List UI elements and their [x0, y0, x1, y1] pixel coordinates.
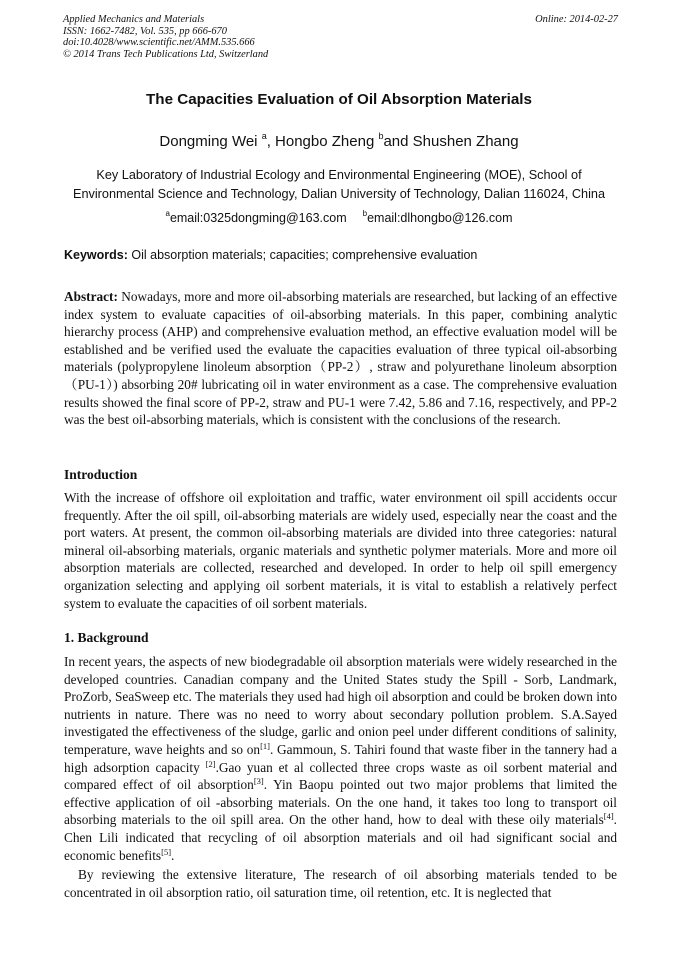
copyright-line: © 2014 Trans Tech Publications Ltd, Switzerland — [63, 48, 269, 60]
citation-4[interactable]: [4] — [603, 811, 614, 822]
background-text — [64, 653, 617, 864]
journal-header — [63, 14, 618, 60]
abstract-label: Abstract: — [64, 289, 118, 304]
citation-2[interactable]: [2] — [205, 758, 216, 769]
citation-1[interactable]: [1] — [260, 740, 270, 751]
affiliation — [0, 166, 678, 204]
email-b-mark: b — [362, 209, 368, 218]
email-a-mark: a — [165, 209, 170, 218]
introduction-heading: Introduction — [64, 467, 138, 482]
citation-3[interactable]: [3] — [253, 776, 264, 787]
affiliation-line-1: Key Laboratory of Industrial Ecology and Environmental Engineering (MOE), School of — [96, 168, 582, 182]
journal-name: Applied Mechanics and Materials — [63, 14, 205, 25]
author-2: , Hongbo Zheng — [266, 133, 379, 150]
keywords — [64, 248, 617, 262]
abstract — [64, 288, 617, 429]
author-list — [0, 131, 678, 150]
author-1: Dongming Wei — [159, 133, 262, 150]
abstract-text: Nowadays, more and more oil-absorbing materials are researched, but lacking of an effective index system to evaluate capacities of oil-absorbing materials. In this paper, combining analytic hierarchy process (AHP) and comprehensive evaluation method, an effective evaluation model will be established and be verified used the evaluate the capacities evaluation of three typical oil-absorbing materials (polypropylene linoleum absorption（PP-2）, straw and polyurethane linoleum absorption（PU-1）) absorbing 20# lubricating oil in water environment as a case. The comprehensive evaluation results showed the final score of PP-2, straw and PU-1 were 7.42, 5.86 and 7.16, respectively, and PP-2 was the best oil-absorbing materials, which is consistent with the conclusions of the research. — [64, 289, 617, 428]
background-heading: 1. Background — [64, 630, 149, 645]
paper-title: The Capacities Evaluation of Oil Absorption Materials — [146, 91, 532, 108]
doi-line: doi:10.4028/www.scientific.net/AMM.535.666 — [63, 37, 255, 49]
affiliation-line-2: Environmental Science and Technology, Dalian University of Technology, Dalian 116024, China — [72, 187, 605, 201]
author-3: and Shushen Zhang — [383, 133, 519, 150]
background-sentence-4: . Yin Baopu pointed out two major problems that limited the effective application of oil -absorbing materials. On the one hand, it takes too long to transport oil absorbing materials to the oil spill area. On the other hand, how to deal with these oily materials — [64, 777, 618, 828]
background-sentence-6: . — [171, 847, 175, 863]
email-b[interactable]: email:dlhongbo@126.com — [367, 211, 513, 225]
literature-review-paragraph: By reviewing the extensive literature, The research of oil absorbing materials tended to be concentrated in oil absorption ratio, oil saturation time, oil retention, etc. It is neglected that — [64, 867, 617, 900]
background-sentence-1: In recent years, the aspects of new biodegradable oil absorption materials were widely researched in the developed countries. Canadian company and the United States study the Spill - Sorb, Landmark, ProZorb, SeaSweep etc. The materials they used had high oil absorption and could be broken down into nutrients in nature. There was no need to worry about secondary pollution problem. S.A.Sayed investigated the effectiveness of the sludge, garlic and onion peel under different conditions of salinity, temperature, wave heights and so on — [64, 654, 617, 757]
background-sentence-5: . Chen Lili indicated that recycling of oil absorption materials and oil had significant social and economic benefits — [64, 812, 617, 863]
introduction-text: With the increase of offshore oil exploitation and traffic, water environment oil spill accidents occur frequently. After the oil spill, oil-absorbing materials are widely used, especially near the coast and the port waters. At present, the common oil-absorbing materials are divided into three categories: natural mineral oil-absorbing materials, organic materials and synthetic polymer materials. More and more oil absorption materials are collected, researched and developed. In order to help oil spill emergency organization selecting and applying oil sorbent materials, it is vital to establish a relatively perfect system to evaluate the capacities of oil sorbent materials. — [64, 490, 617, 611]
keywords-text: Oil absorption materials; capacities; comprehensive evaluation — [127, 248, 478, 262]
author-emails — [0, 209, 678, 225]
background-sentence-2: . Gammoun, S. Tahiri found that waste fiber in the tannery had a high adsorption capacity — [64, 741, 617, 775]
author-1-mark: a — [261, 131, 267, 141]
keywords-label: Keywords: — [64, 248, 128, 262]
citation-5[interactable]: [5] — [161, 846, 172, 857]
online-date: Online: 2014-02-27 — [535, 14, 618, 25]
email-a[interactable]: email:0325dongming@163.com — [169, 211, 347, 225]
background-sentence-3: .Gao yuan et al collected three crops waste as oil sorbent material and compared effect of oil absorption — [64, 759, 617, 793]
issn-line: ISSN: 1662-7482, Vol. 535, pp 666-670 — [63, 25, 227, 37]
author-2-mark: b — [378, 131, 384, 141]
